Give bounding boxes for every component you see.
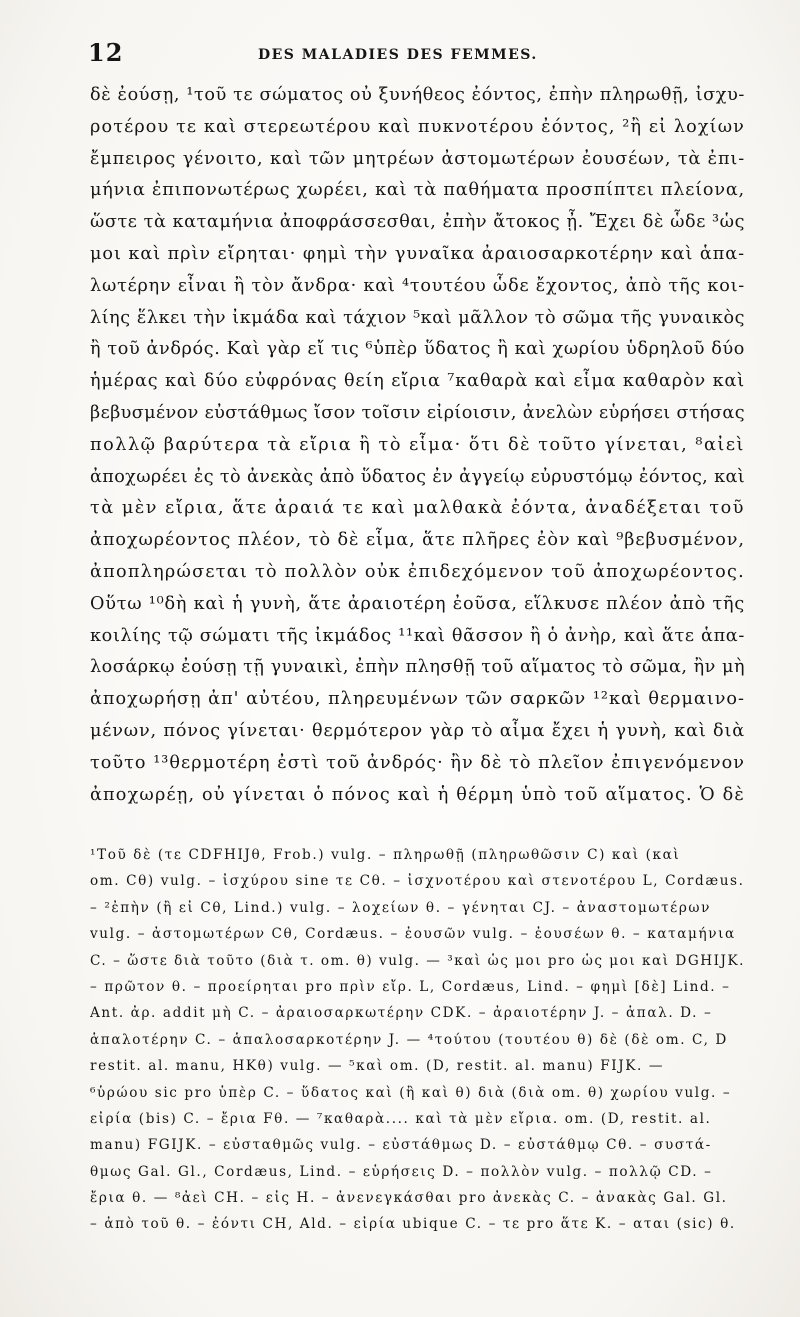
footnotes	[90, 842, 750, 1238]
running-title: DES MALADIES DES FEMMES.	[258, 47, 538, 63]
text-line: ὥστε τὰ καταμήνια ἀποφράσσεσθαι, ἐπὴν ἄτοκος ᾖ. Ἔχει δὲ ὧδε ³ὡς	[90, 212, 745, 233]
footnote-line: – ἀπὸ τοῦ θ. – ἐόντι CH, Ald. – εἰρία ubique C. – τε pro ἅτε K. – αται (sic) θ.	[90, 1216, 736, 1233]
text-line: κοιλίης τῷ σώματι τῆς ἰκμάδος ¹¹καὶ θᾶσσον ἢ ὁ ἀνὴρ, καὶ ἅτε ἁπα-	[90, 625, 746, 646]
text-line: δὲ ἐούσῃ, ¹τοῦ τε σώματος οὐ ξυνήθεος ἐόντος, ἐπὴν πληρωθῇ, ἰσχυ-	[90, 85, 745, 105]
footnote-line: ἁπαλοτέρην C. – ἁπαλοσαρκοτέρην J. — ⁴τούτου (τουτέου θ) δὲ (δὲ om. C, D	[90, 1031, 728, 1048]
text-line: μήνια ἐπιπονωτέρως χωρέει, καὶ τὰ παθήματα προσπίπτει πλείονα,	[90, 180, 745, 201]
text-line: ἢ τοῦ ἀνδρός. Καὶ γὰρ εἴ τις ⁶ὑπὲρ ὕδατος ἢ καὶ χωρίου ὑδρηλοῦ δύο	[90, 339, 746, 360]
text-line: μοι καὶ πρὶν εἴρηται· φημὶ τὴν γυναῖκα ἀραιοσαρκοτέρην καὶ ἁπα-	[90, 243, 746, 264]
text-line: μένων, πόνος γίνεται· θερμότερον γὰρ τὸ αἷμα ἔχει ἡ γυνὴ, καὶ διὰ	[90, 720, 745, 741]
text-line: βεβυσμένον εὐστάθμως ἴσον τοῖσιν εἰρίοισιν, ἀνελὼν εὑρήσει στήσας	[90, 402, 745, 423]
page-header	[88, 38, 748, 74]
footnote-line: restit. al. manu, HKθ) vulg. — ⁵καὶ om. (D, restit. al. manu) FIJK. —	[90, 1058, 665, 1075]
text-line: ἡμέρας καὶ δύο εὐφρόνας θείη εἴρια ⁷καθαρὰ καὶ εἷμα καθαρὸν καὶ	[90, 371, 746, 392]
footnote-line: Ant. ἀρ. addit μὴ C. – ἀραιοσαρκωτέρην CDK. – ἀραιοτέρην J. – ἁπαλ. D. –	[90, 1005, 713, 1022]
footnote-line: εἰρία (bis) C. – ἔρια Fθ. — ⁷καθαρὰ.... καὶ τὰ μὲν εἴρια. om. (D, restit. al.	[90, 1110, 712, 1127]
text-line: τὰ μὲν εἴρια, ἅτε ἀραιά τε καὶ μαλθακὰ ἐόντα, ἀναδέξεται τοῦ	[90, 498, 745, 519]
text-line: ροτέρου τε καὶ στερεωτέρου καὶ πυκνοτέρου ἐόντος, ²ἢ εἰ λοχίων	[90, 116, 746, 137]
text-line: λοσάρκῳ ἐούσῃ τῇ γυναικὶ, ἐπὴν πλησθῇ τοῦ αἵματος τὸ σῶμα, ἢν μὴ	[90, 657, 746, 678]
text-line: πολλῷ βαρύτερα τὰ εἴρια ἢ τὸ εἷμα· ὅτι δὲ τοῦτο γίνεται, ⁸αἰεὶ	[90, 434, 745, 455]
footnote-line: C. – ὥστε διὰ τοῦτο (διὰ τ. om. θ) vulg. — ³καὶ ὡς μοι pro ὡς μοι καὶ DGHIJK.	[90, 952, 745, 969]
footnote-line: θμως Gal. Gl., Cordæus, Lind. – εὑρήσεις D. – πολλὸν vulg. – πολλῷ CD. –	[90, 1163, 713, 1180]
footnote-line: manu) FGIJK. – εὐσταθμῶς vulg. – εὐστάθμως D. – εὐστάθμῳ Cθ. – συστά-	[90, 1137, 712, 1154]
main-text	[90, 80, 750, 811]
page-number: 12	[88, 38, 124, 67]
footnote-line: ἔρια θ. — ⁸ἀεὶ CH. – εἰς H. – ἀνενεγκάσθαι pro ἀνεκὰς C. – ἀνακὰς Gal. Gl.	[90, 1190, 728, 1207]
text-line: Οὕτω ¹⁰δὴ καὶ ἡ γυνὴ, ἅτε ἀραιοτέρη ἐοῦσα, εἵλκυσε πλέον ἀπὸ τῆς	[90, 593, 745, 614]
text-line: λίης ἕλκει τὴν ἰκμάδα καὶ τάχιον ⁵καὶ μᾶλλον τὸ σῶμα τῆς γυναικὸς	[90, 307, 746, 328]
footnote-line: ⁶ὑρώου sic pro ὑπὲρ C. – ὕδατος καὶ (ἢ καὶ θ) διὰ (διὰ om. θ) χωρίου vulg. –	[90, 1084, 732, 1101]
footnote-line: – πρῶτον θ. – προείρηται pro πρὶν εἴρ. L, Cordæus, Lind. – φημὶ [δὲ] Lind. –	[90, 978, 731, 995]
footnote-line: om. Cθ) vulg. – ἰσχύρου sine τε Cθ. – ἰσχνοτέρου καὶ στενοτέρου L, Cordæus.	[90, 873, 745, 890]
text-line: ἀποχωρήσῃ ἀπ' αὐτέου, πληρευμένων τῶν σαρκῶν ¹²καὶ θερμαινο-	[90, 689, 745, 710]
footnote-line: vulg. – ἀστομωτέρων Cθ, Cordæus. – ἐουσῶν vulg. – ἐουσέων θ. – καταμήνια	[90, 926, 736, 943]
text-line: τοῦτο ¹³θερμοτέρη ἐστὶ τοῦ ἀνδρός· ἢν δὲ τὸ πλεῖον ἐπιγενόμενον	[90, 752, 745, 773]
text-line: ἀποχωρέῃ, οὐ γίνεται ὁ πόνος καὶ ἡ θέρμη ὑπὸ τοῦ αἵματος. Ὁ δὲ	[90, 784, 745, 805]
text-line: λωτέρην εἶναι ἢ τὸν ἄνδρα· καὶ ⁴τουτέου ὧδε ἔχοντος, ἀπὸ τῆς κοι-	[90, 275, 746, 296]
footnote-line: ¹Τοῦ δὲ (τε CDFHIJθ, Frob.) vulg. – πληρωθῇ (πληρωθῶσιν C) καὶ (καὶ	[90, 847, 681, 863]
text-line: ἀποπληρώσεται τὸ πολλὸν οὐκ ἐπιδεχόμενον τοῦ ἀποχωρέοντος.	[90, 561, 745, 582]
footnote-line: – ²ἐπὴν (ἢ εἰ Cθ, Lind.) vulg. – λοχείων θ. – γένηται CJ. – ἀναστομωτέρων	[90, 899, 711, 916]
text-line: ἔμπειρος γένοιτο, καὶ τῶν μητρέων ἀστομωτέρων ἐουσέων, τὰ ἐπι-	[90, 148, 746, 169]
text-line: ἀποχωρέοντος πλέον, τὸ δὲ εἷμα, ἅτε πλῆρες ἐὸν καὶ ⁹βεβυσμένον,	[90, 530, 745, 551]
text-line: ἀποχωρέει ἐς τὸ ἀνεκὰς ἀπὸ ὕδατος ἐν ἀγγείῳ εὐρυστόμῳ ἐόντος, καὶ	[90, 466, 746, 487]
